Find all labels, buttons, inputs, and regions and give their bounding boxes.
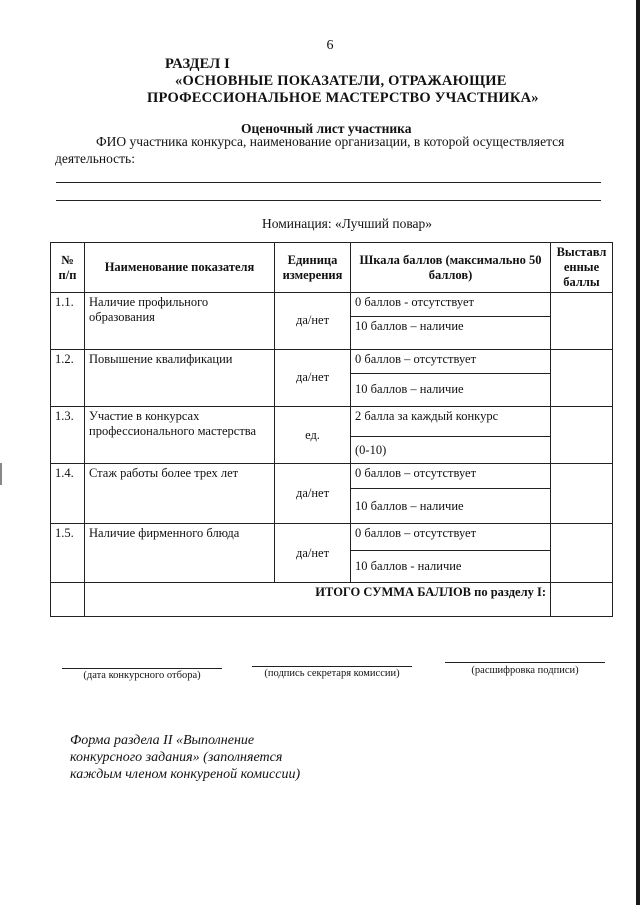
row-given-score[interactable] — [551, 293, 613, 349]
row-indicator: Участие в конкурсах профессионального мастерства — [85, 406, 275, 463]
row-scale-full: 10 баллов – наличие — [351, 489, 551, 524]
footer-note-line1: Форма раздела II «Выполнение — [70, 733, 255, 748]
secretary-signature-line — [252, 666, 412, 667]
section-title-line2: ПРОФЕССИОНАЛЬНОЕ МАСТЕРСТВО УЧАСТНИКА» — [147, 90, 539, 106]
row-indicator: Стаж работы более трех лет — [85, 464, 275, 524]
table-header-row — [51, 243, 613, 293]
row-scale-full: 10 баллов – наличие — [351, 317, 551, 349]
page-number: 6 — [326, 38, 334, 53]
decode-signature-line — [445, 662, 605, 663]
row-unit: ед. — [275, 406, 351, 463]
secretary-label: (подпись секретаря комиссии) — [264, 668, 400, 679]
header-name: Наименование показателя — [85, 243, 275, 293]
row-scale-range: (0-10) — [351, 437, 551, 464]
total-label: ИТОГО СУММА БАЛЛОВ по разделу I: — [85, 582, 551, 616]
header-given: Выставл енные баллы — [551, 243, 613, 293]
section-label: РАЗДЕЛ I — [165, 56, 231, 72]
row-number: 1.5. — [51, 524, 85, 582]
row-number: 1.4. — [51, 464, 85, 524]
table-row — [51, 464, 613, 489]
row-unit: да/нет — [275, 524, 351, 582]
header-unit: Единица измерения — [275, 243, 351, 293]
row-scale-zero: 0 баллов - отсутствует — [351, 293, 551, 317]
participant-prompt-line1: ФИО участника конкурса, наименование организации, в которой осуществляется — [96, 134, 565, 149]
total-score[interactable] — [551, 582, 613, 616]
row-number: 1.3. — [51, 406, 85, 463]
row-indicator: Наличие профильного образования — [85, 293, 275, 349]
nomination: Номинация: «Лучший повар» — [262, 216, 433, 231]
footer-note-line2: конкурсного задания» (заполняется — [70, 750, 283, 765]
header-num: № п/п — [51, 243, 85, 293]
row-scale-full: 10 баллов - наличие — [351, 550, 551, 582]
decode-label: (расшифровка подписи) — [471, 665, 579, 676]
row-number: 1.1. — [51, 293, 85, 349]
row-scale-zero: 0 баллов – отсутствует — [351, 524, 551, 550]
row-unit: да/нет — [275, 349, 351, 406]
scan-mark — [0, 463, 2, 485]
row-scale-zero: 0 баллов – отсутствует — [351, 349, 551, 373]
table-row — [51, 293, 613, 317]
row-given-score[interactable] — [551, 464, 613, 524]
table-row — [51, 524, 613, 550]
row-scale-full: 10 баллов – наличие — [351, 373, 551, 406]
date-signature-line — [62, 668, 222, 669]
sheet-title: Оценочный лист участника — [241, 121, 412, 136]
table-row — [51, 406, 613, 436]
total-row — [51, 582, 613, 616]
row-given-score[interactable] — [551, 349, 613, 406]
participant-prompt-line2: деятельность: — [55, 151, 135, 166]
row-given-score[interactable] — [551, 524, 613, 582]
header-scale: Шкала баллов (максимально 50 баллов) — [351, 243, 551, 293]
row-indicator: Наличие фирменного блюда — [85, 524, 275, 582]
row-scale-zero: 0 баллов – отсутствует — [351, 464, 551, 489]
fill-line-2 — [56, 200, 601, 201]
score-table — [50, 242, 613, 617]
row-unit: да/нет — [275, 464, 351, 524]
row-scale-zero: 2 балла за каждый конкурс — [351, 406, 551, 436]
section-title-line1: «ОСНОВНЫЕ ПОКАЗАТЕЛИ, ОТРАЖАЮЩИЕ — [175, 73, 507, 89]
total-num-cell — [51, 582, 85, 616]
date-label: (дата конкурсного отбора) — [83, 670, 201, 681]
table-row — [51, 349, 613, 373]
fill-line-1 — [56, 182, 601, 183]
row-number: 1.2. — [51, 349, 85, 406]
row-indicator: Повышение квалификации — [85, 349, 275, 406]
footer-note-line3: каждым членом конкуреной комиссии) — [70, 767, 301, 782]
row-given-score[interactable] — [551, 406, 613, 463]
scan-edge — [636, 0, 640, 905]
row-unit: да/нет — [275, 293, 351, 349]
